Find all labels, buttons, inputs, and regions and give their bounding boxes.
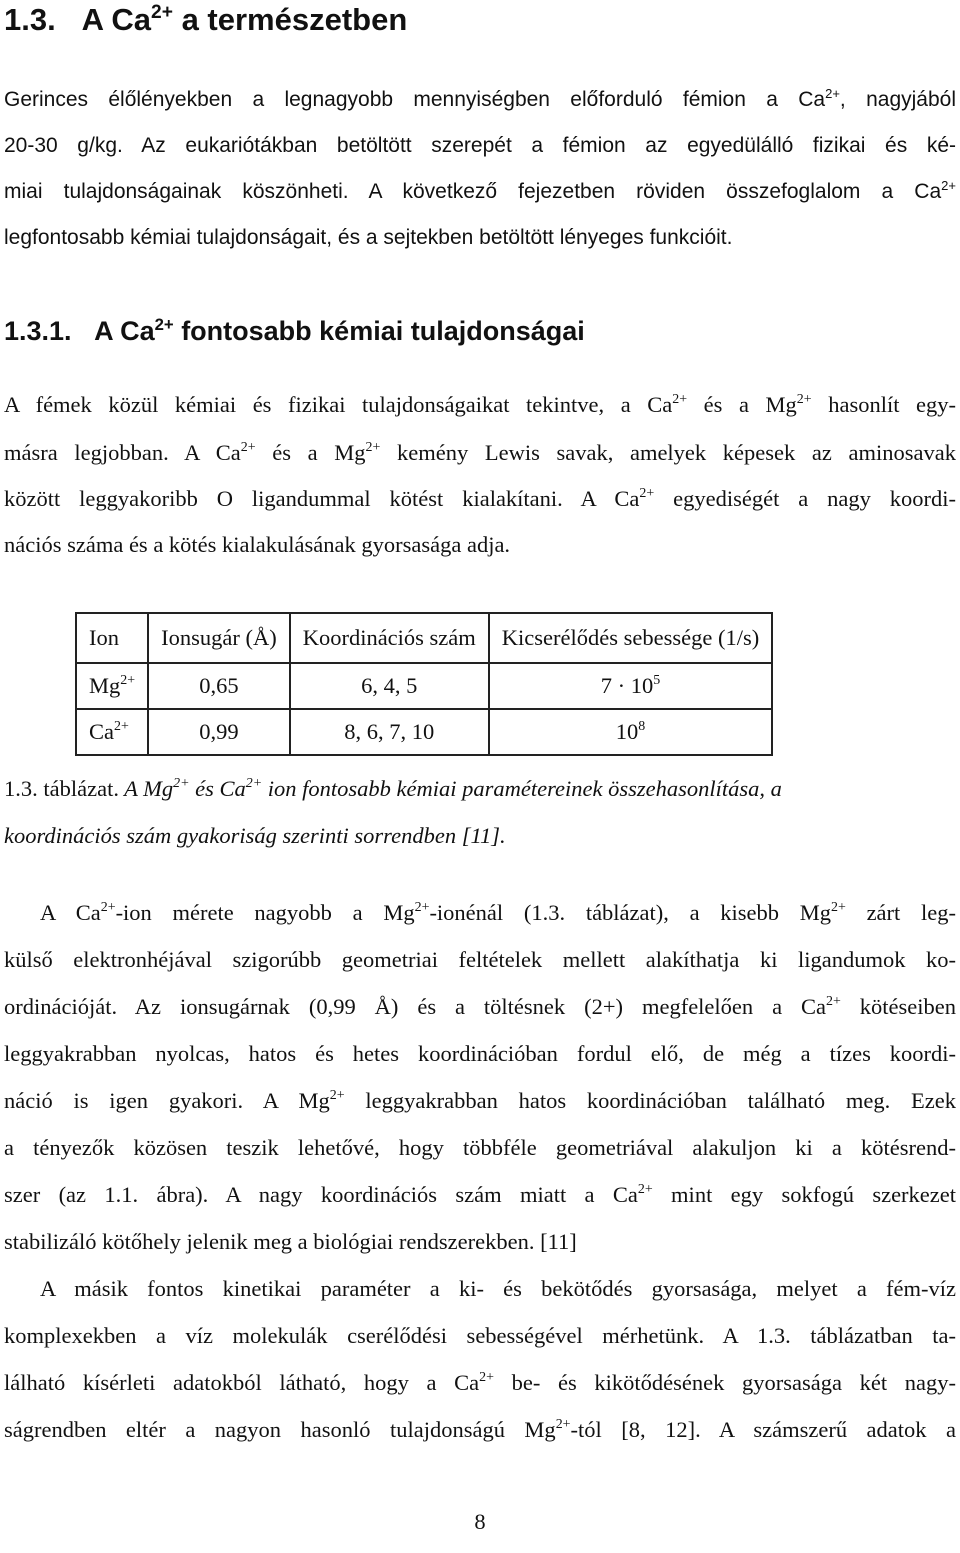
section-number: 1.3. bbox=[4, 2, 56, 37]
text-line: leggyakrabban nyolcas, hatos és hetes koordinációban fordul elő, de még a tízes koordi- bbox=[4, 1041, 956, 1066]
cell-radius: 0,65 bbox=[148, 663, 290, 709]
caption-label: 1.3. táblázat. bbox=[4, 776, 119, 801]
text-line: 20-30 g/kg. Az eukariótákban betöltött szerepét a fémion az egyedülálló fizikai és ké- bbox=[4, 134, 956, 157]
cell-radius: 0,99 bbox=[148, 709, 290, 755]
table-row bbox=[76, 663, 772, 709]
text-line: nációs száma és a kötés kialakulásának gyorsasága adja. bbox=[4, 532, 511, 557]
text-line: náció is igen gyakori. A $Mg^{2+}$ leggyakrabban hatos koordinációban található meg. Ezek bbox=[4, 1088, 956, 1113]
cell-coordination: 8, 6, 7, 10 bbox=[290, 709, 489, 755]
table-caption-line bbox=[4, 823, 506, 849]
heading-text: A Ca bbox=[94, 316, 155, 346]
table-header-row bbox=[76, 613, 772, 663]
caption-text: koordinációs szám gyakoriság szerinti sorrendben [11]. bbox=[4, 823, 506, 848]
text-line: külső elektronhéjával szigorúbb geometriai feltételek mellett alakíthatja ki ligandumok ko- bbox=[4, 947, 956, 972]
text-line: a tényezők közösen teszik lehetővé, hogy többféle geometriával alakuljon ki a kötésrend- bbox=[4, 1135, 956, 1160]
heading-text: fontosabb kémiai tulajdonságai bbox=[173, 316, 585, 346]
text-line: stabilizáló kötőhely jelenik meg a biológiai rendszerekben. [11] bbox=[4, 1229, 577, 1254]
cell-exchange-rate: $7 \cdot 10^5$ bbox=[489, 663, 772, 709]
heading-superscript: 2+ bbox=[151, 2, 173, 24]
text-line: Gerinces élőlényekben a legnagyobb mennyiségben előforduló fémion a $Ca^{2+}$, nagyjából bbox=[4, 85, 956, 111]
cell-exchange-rate: $10^8$ bbox=[489, 709, 772, 755]
text-line: A fémek közül kémiai és fizikai tulajdonságaikat tekintve, a $Ca^{2+}$ és a $Mg^{2+}$ hasonlít egy- bbox=[4, 392, 956, 417]
caption-text: A $Mg^{2+}$ és $Ca^{2+}$ ion fontosabb kémiai paramétereinek összehasonlítása, a bbox=[118, 776, 782, 801]
text-line: szer (az 1.1. ábra). A nagy koordinációs szám miatt a $Ca^{2+}$ mint egy sokfogú szerkezet bbox=[4, 1182, 957, 1207]
text-line: legfontosabb kémiai tulajdonságait, és a sejtekben betöltött lényeges funkcióit. bbox=[4, 226, 733, 249]
header-coordination: Koordinációs szám bbox=[290, 613, 489, 663]
section-heading bbox=[4, 2, 407, 38]
cell-coordination: 6, 4, 5 bbox=[290, 663, 489, 709]
text-line: A másik fontos kinetikai paraméter a ki- és bekötődés gyorsasága, melyet a fém-víz bbox=[40, 1276, 956, 1301]
text-line: ságrendben eltér a nagyon hasonló tulajdonságú $Mg^{2+}$-tól [8, 12]. A számszerű adatok a bbox=[4, 1417, 956, 1442]
text-line: másra legjobban. A $Ca^{2+}$ és a $Mg^{2+}$ kemény Lewis savak, amelyek képesek az aminosavak bbox=[4, 440, 956, 465]
text-line: komplexekben a víz molekulák cserélődési sebességével mérhetünk. A 1.3. táblázatban ta- bbox=[4, 1323, 956, 1348]
cell-ion: $Mg^{2+}$ bbox=[76, 663, 148, 709]
table-row bbox=[76, 709, 772, 755]
header-ion: Ion bbox=[76, 613, 148, 663]
heading-text: A Ca bbox=[81, 2, 152, 37]
text-line: ordinációját. Az ionsugárnak (0,99 Å) és a töltésnek (2+) megfelelően a $Ca^{2+}$ kötéseiben bbox=[4, 994, 957, 1019]
header-radius: Ionsugár (Å) bbox=[148, 613, 290, 663]
text-line: A $Ca^{2+}$-ion mérete nagyobb a $Mg^{2+}$-ionénál (1.3. táblázat), a kisebb $Mg^{2+}$ zárt leg- bbox=[40, 900, 956, 925]
table-caption bbox=[4, 776, 782, 802]
cell-ion: $Ca^{2+}$ bbox=[76, 709, 148, 755]
subsection-heading bbox=[4, 316, 585, 347]
ion-parameters-table bbox=[75, 612, 773, 756]
heading-superscript: 2+ bbox=[154, 314, 174, 334]
header-exchange-rate: Kicserélődés sebessége (1/s) bbox=[489, 613, 772, 663]
text-line: miai tulajdonságainak köszönheti. A következő fejezetben röviden összefoglalom a $Ca^{2+}$ bbox=[4, 177, 956, 203]
page-number: 8 bbox=[474, 1509, 486, 1534]
heading-text: a természetben bbox=[172, 2, 408, 37]
subsection-number: 1.3.1. bbox=[4, 316, 72, 346]
text-line: között leggyakoribb O ligandummal kötést kialakítani. A $Ca^{2+}$ egyediségét a nagy koordi- bbox=[4, 486, 957, 511]
text-line: lálható kísérleti adatokból látható, hogy a $Ca^{2+}$ be- és kikötődésének gyorsasága két nagy- bbox=[4, 1370, 957, 1395]
